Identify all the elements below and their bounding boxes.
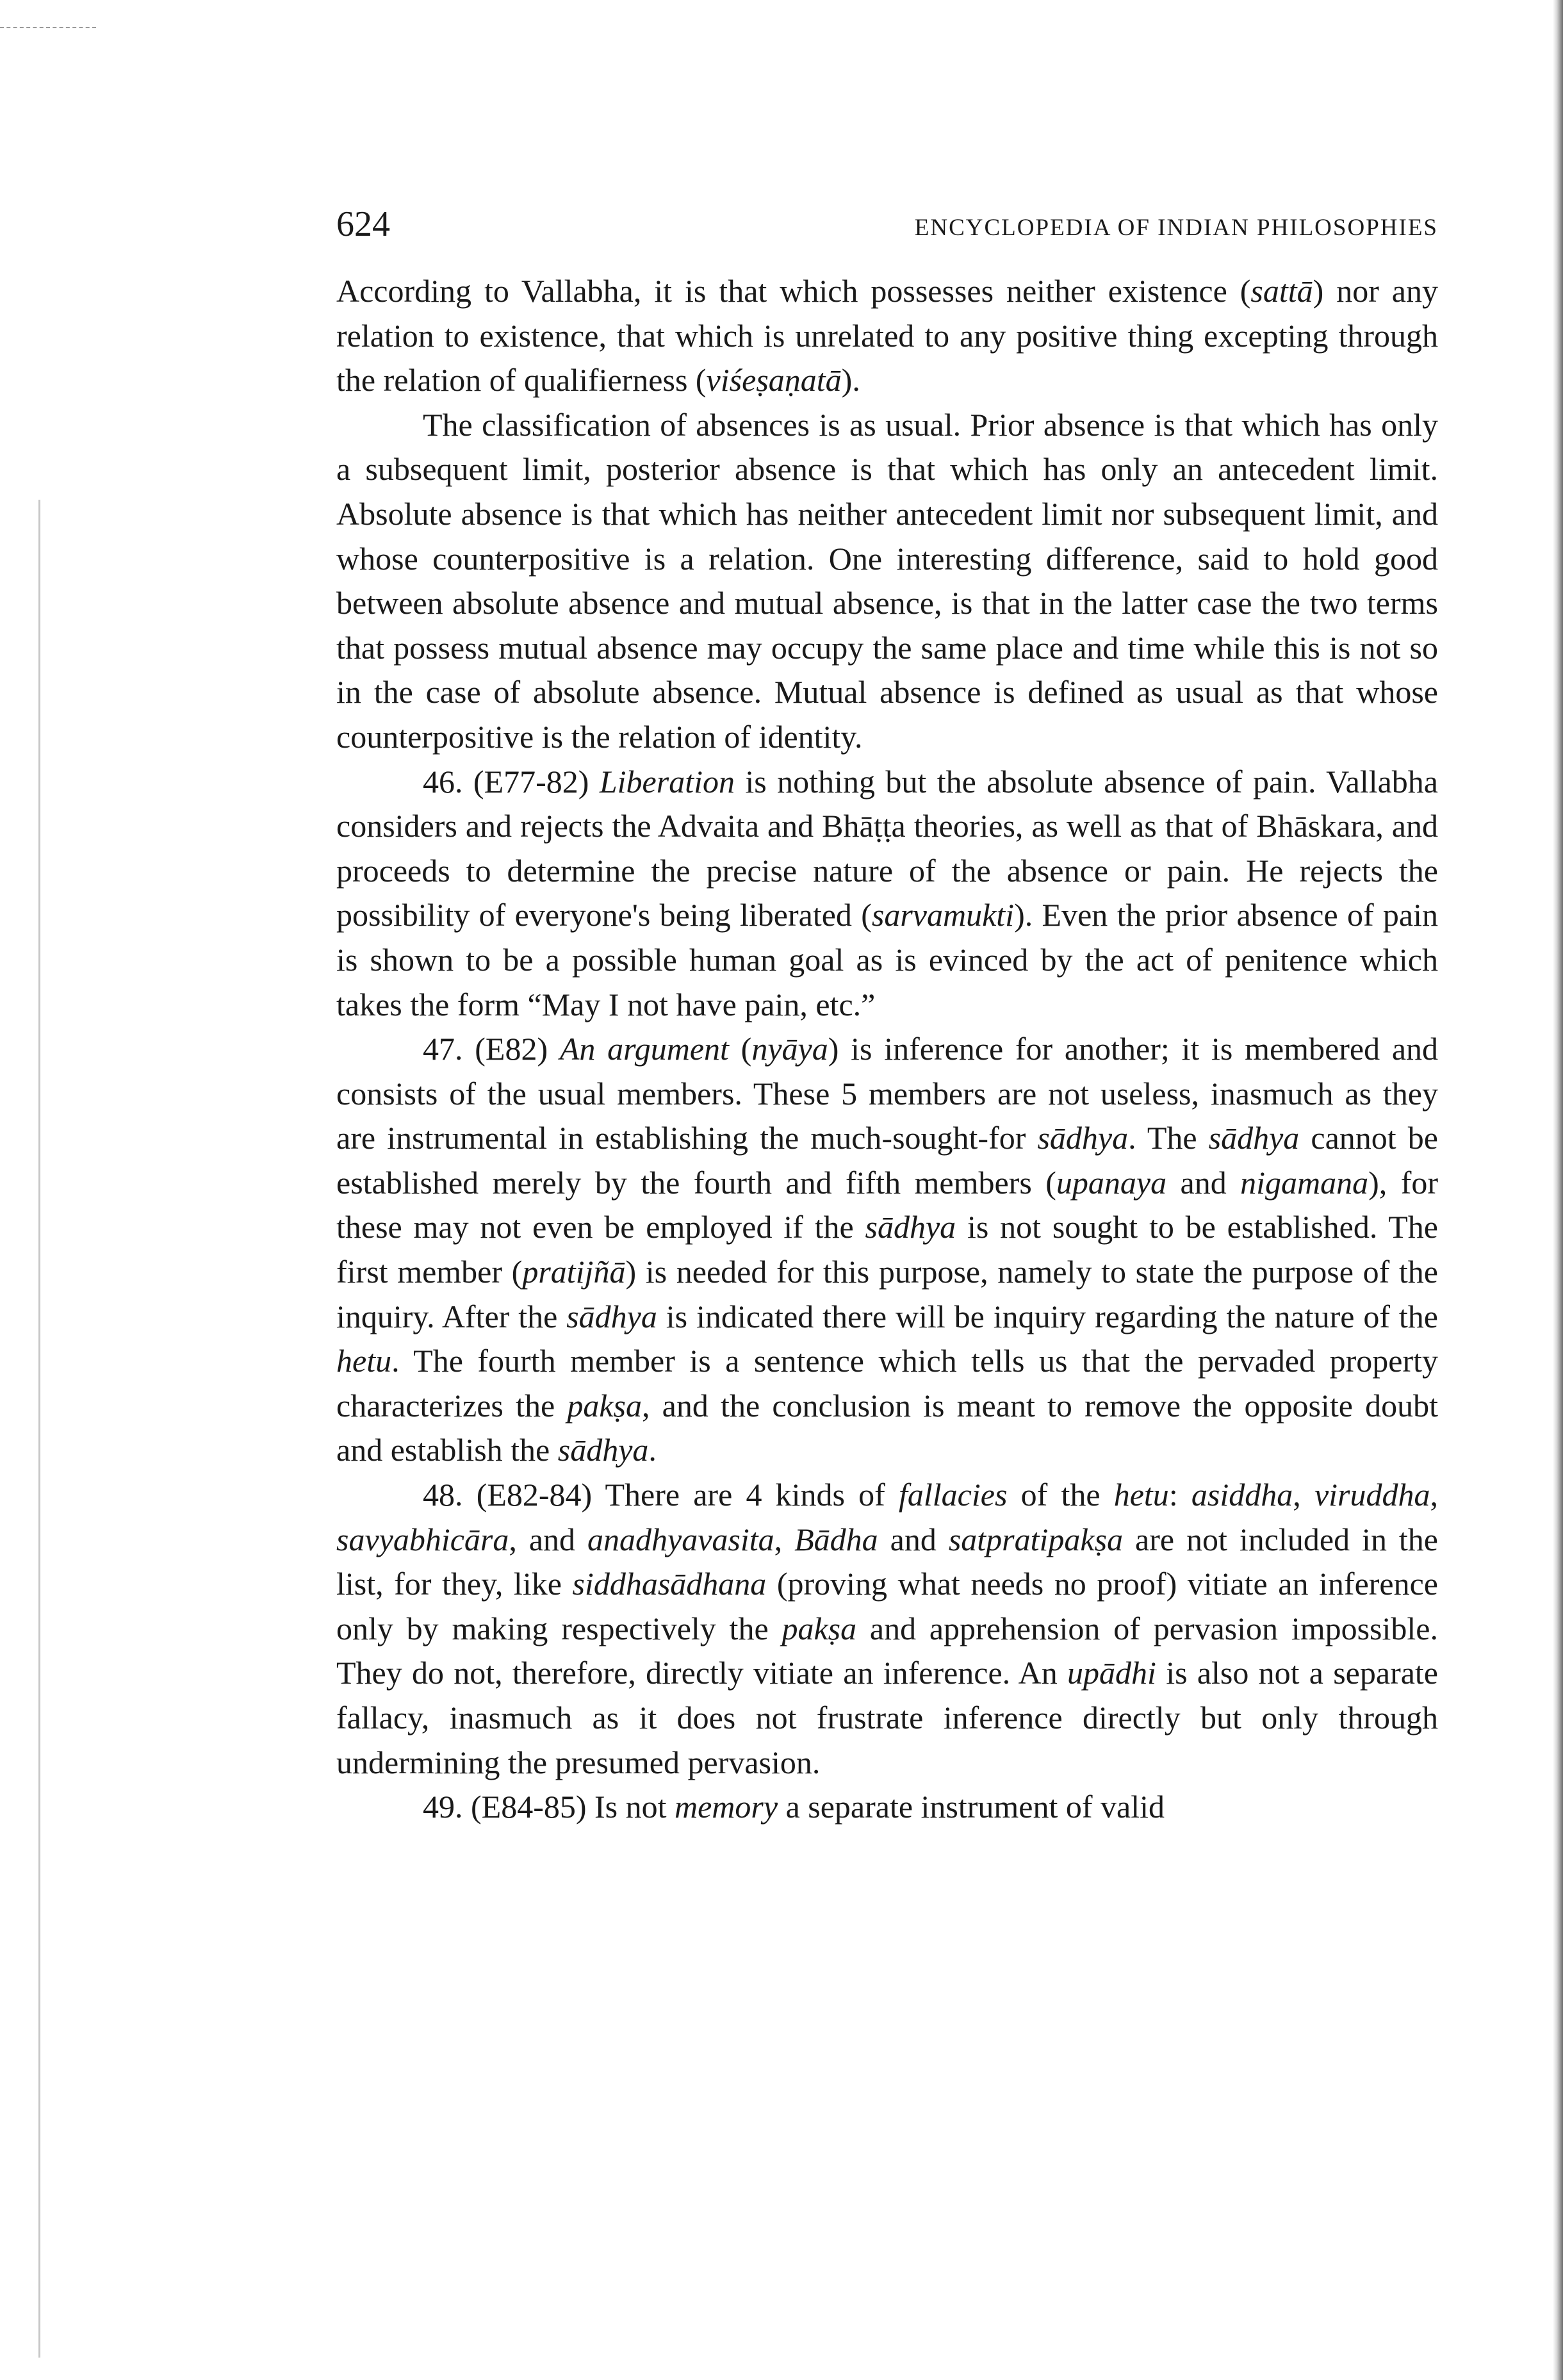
defined-term: fallacies	[899, 1477, 1008, 1513]
paragraph-49-memory: 49. (E84-85) Is not memory a separate instrument of valid	[423, 1789, 1165, 1825]
scan-page-edge	[1553, 0, 1563, 2380]
paragraph-vallabha-absence: According to Vallabha, it is that which possesses neither existence (sattā) nor any relation to existence, that which is unrelated to any positive thing excepting through the relation of qualifierness (viśeṣaṇatā).	[336, 273, 1438, 398]
body-text	[336, 269, 1438, 1830]
paragraph-48-fallacies: 48. (E82-84) There are 4 kinds of fallacies of the hetu: asiddha, viruddha, savyabhicāra, and anadhyavasita, Bādha and satpratipakṣa are not included in the list, for they, like siddhasādhana (proving what needs no proof) vitiate an inference only by making respectively the pakṣa and apprehension of pervasion impossible. They do not, therefore, directly vitiate an inference. An upādhi is also not a separate fallacy, inasmuch as it does not frustrate inference directly but only through undermining the presumed pervasion.	[336, 1477, 1438, 1780]
page-number: 624	[336, 204, 390, 244]
running-head: ENCYCLOPEDIA OF INDIAN PHILOSOPHIES	[914, 215, 1438, 241]
reference: (E84-85)	[471, 1789, 587, 1825]
paragraph-classification-of-absences: The classification of absences is as usual. Prior absence is that which has only a subsequent limit, posterior absence is that which has only an antecedent limit. Absolute absence is that which has neither antecedent limit nor subsequent limit, and whose counterpositive is a relation. One interesting difference, said to hold good between absolute absence and mutual absence, is that in the latter case the two terms that possess mutual absence may occupy the same place and time while this is not so in the case of absolute absence. Mutual absence is defined as usual as that whose counterpositive is the relation of identity.	[336, 406, 1438, 755]
paragraph-number: 49.	[423, 1789, 463, 1825]
page-header	[336, 202, 1438, 247]
reference: (E82-84)	[476, 1477, 593, 1513]
paragraph-number: 46.	[423, 763, 463, 800]
paragraph-46-liberation: 46. (E77-82) Liberation is nothing but the absolute absence of pain. Vallabha considers and rejects the Advaita and Bhāṭṭa theories, as well as that of Bhāskara, and proceeds to determine the precise nature of the absence or pain. He rejects the possibility of everyone's being liberated (sarvamukti). Even the prior absence of pain is shown to be a possible human goal as is evinced by the act of penitence which takes the form “May I not have pain, etc.”	[336, 763, 1439, 1022]
paragraph-47-argument: 47. (E82) An argument (nyāya) is inference for another; it is membered and consists of the usual members. These 5 members are not useless, inasmuch as they are instrumental in establishing the much-sought-for sādhya. The sādhya cannot be established merely by the fourth and fifth members (upanaya and nigamana), for these may not even be employed if the sādhya is not sought to be established. The first member (pratijñā) is needed for this purpose, namely to state the purpose of the inquiry. After the sādhya is indicated there will be inquiry regarding the nature of the hetu. The fourth member is a sentence which tells us that the pervaded property characterizes the pakṣa, and the conclusion is meant to remove the opposite doubt and establish the sādhya.	[336, 1031, 1439, 1468]
defined-term: Liberation	[599, 763, 735, 800]
paragraph-number: 48.	[423, 1477, 463, 1513]
paragraph-number: 47.	[423, 1031, 463, 1067]
reference: (E82)	[475, 1031, 548, 1067]
defined-term: memory	[675, 1789, 778, 1825]
scan-margin-mark	[38, 500, 40, 2358]
defined-term: An argument	[559, 1031, 729, 1067]
scan-dashed-line	[0, 27, 96, 28]
reference: (E77-82)	[473, 763, 589, 800]
